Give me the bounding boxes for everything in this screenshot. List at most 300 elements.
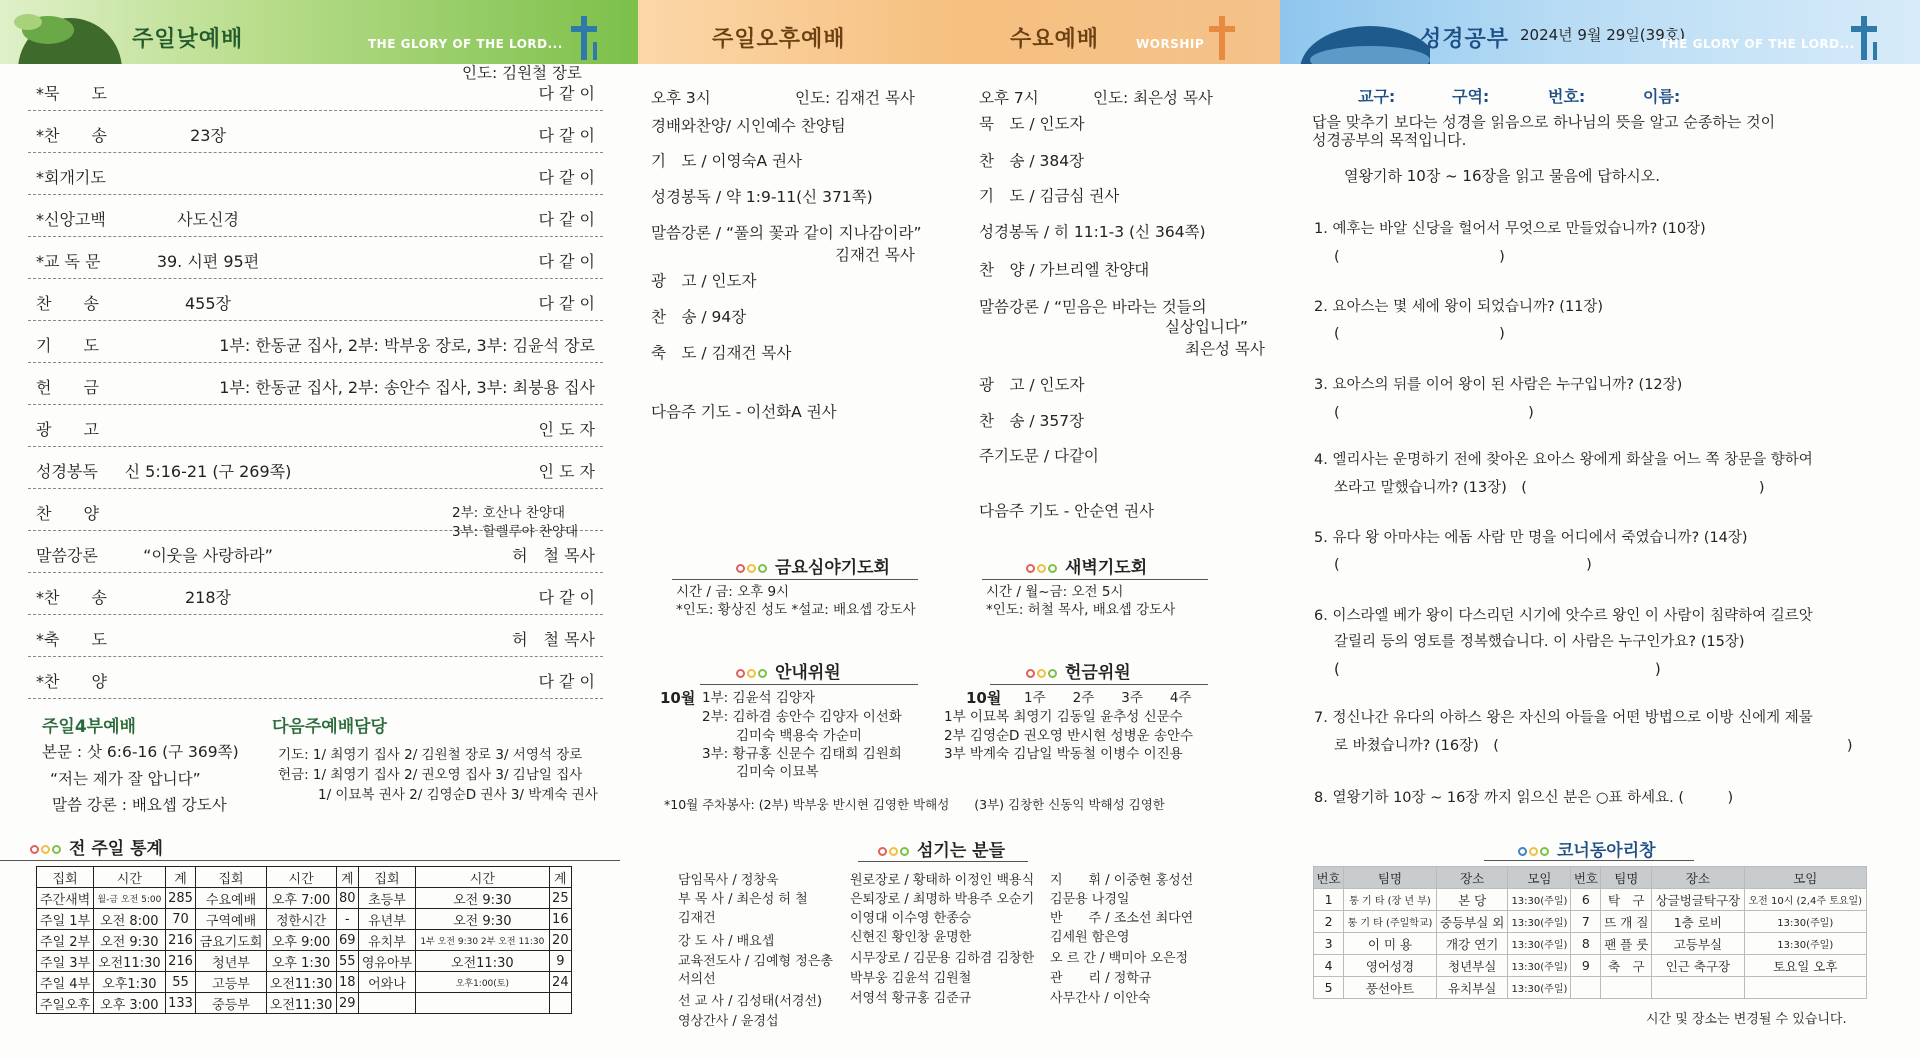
afternoon-line: 말씀강론 / “풀의 꽃과 같이 지나감이라”	[651, 224, 922, 242]
corner-cell: 인근 축구장	[1652, 955, 1744, 977]
stats-header-cell: 시간	[266, 867, 336, 888]
bible-field-label: 번호:	[1548, 87, 1586, 106]
header-bible	[1280, 0, 1920, 64]
servants-rule	[858, 861, 1028, 862]
order-row	[28, 323, 603, 363]
order-label: *축 도	[36, 630, 107, 649]
wednesday-line: 묵 도 / 인도자	[979, 115, 1085, 133]
corner-cell: 유치부실	[1436, 977, 1508, 999]
afternoon-line: 성경봉독 / 약 1:9-11(신 371쪽)	[651, 188, 873, 206]
offering-line-2: 2부 김영순D 권오영 반시현 성병운 송안수	[944, 728, 1194, 744]
corner-rule	[1484, 860, 1694, 861]
order-row	[28, 155, 603, 195]
servant-line: 김재건	[678, 911, 716, 926]
stats-cell: 고등부	[196, 972, 266, 993]
corner-cell: 13:30(주일)	[1508, 977, 1571, 999]
corner-cell: 9	[1571, 955, 1601, 977]
servant-line: 선 교 사 / 김성태(서경선)	[678, 994, 823, 1009]
wednesday-line: 찬 양 / 가브리엘 찬양대	[979, 261, 1150, 279]
servant-line: 관 리 / 정학규	[1050, 971, 1152, 986]
corner-cell: 축 구	[1601, 955, 1652, 977]
corner-row	[1314, 889, 1867, 911]
order-right: 다 같 이	[538, 210, 595, 229]
dawn-rule	[982, 579, 1208, 580]
corner-cell: 1	[1314, 889, 1344, 911]
corner-note: 시간 및 장소는 변경될 수 있습니다.	[1646, 1012, 1847, 1027]
corner-row	[1314, 911, 1867, 933]
corner-cell: 2	[1314, 911, 1344, 933]
dots-icon	[1518, 841, 1551, 861]
corner-cell: 통 기 타 (장 년 부)	[1344, 889, 1437, 911]
stats-cell: 구역예배	[196, 909, 266, 930]
stats-cell: 29	[336, 993, 358, 1014]
stats-cell: 1부 오전 9:30 2부 오전 11:30	[416, 930, 550, 951]
servant-line: 담임목사 / 정창욱	[678, 873, 779, 888]
offering-line-3: 3부 박계숙 김남일 박동철 이병수 이진용	[944, 746, 1183, 762]
stats-rule	[0, 860, 620, 861]
bible-field-label: 교구:	[1358, 87, 1396, 106]
friday-title	[736, 553, 890, 578]
order-row	[28, 197, 603, 237]
stats-cell: 수요예배	[196, 888, 266, 909]
order-middle: 신 5:16-21 (구 269쪽)	[124, 462, 292, 481]
bible-question: 8. 열왕기하 10장 ~ 16장 까지 읽으신 분은 ○표 하세요. ( )	[1314, 790, 1734, 806]
stats-cell: 69	[336, 930, 358, 951]
wednesday-line: 기 도 / 김금심 권사	[979, 187, 1120, 205]
order-middle: 455장	[185, 294, 231, 313]
stats-cell: 청년부	[196, 951, 266, 972]
corner-cell: 통 기 타 (주일학교)	[1344, 911, 1437, 933]
corner-header-cell: 팀명	[1601, 867, 1652, 889]
corner-cell: 상글벙글탁구장	[1652, 889, 1744, 911]
stats-cell: 216	[165, 930, 196, 951]
stats-cell: 금요기도회	[196, 930, 266, 951]
stats-cell	[358, 993, 415, 1014]
fourth-title: 주일4부예배	[42, 717, 136, 737]
stats-header-cell: 계	[336, 867, 358, 888]
order-right: 허 철 목사	[512, 630, 595, 649]
corner-title	[1518, 836, 1656, 861]
stats-header-cell: 시간	[416, 867, 550, 888]
next-prayer: 기도: 1/ 최영기 집사 2/ 김원철 장로 3/ 서영석 장로	[278, 747, 583, 763]
wednesday-title: 수요예배	[1010, 27, 1100, 52]
afternoon-next: 다음주 기도 - 이선화A 권사	[651, 403, 837, 421]
stats-row	[37, 972, 572, 993]
cross-icon	[565, 14, 605, 64]
wednesday-line: 주기도문 / 다같이	[979, 447, 1099, 465]
fourth-text: 본문 : 삿 6:6-16 (구 369쪽)	[42, 743, 239, 761]
cross-icon	[1203, 14, 1243, 64]
dawn-title	[1026, 553, 1147, 578]
wednesday-line: 말씀강론 / “믿음은 바라는 것들의	[979, 298, 1207, 316]
order-row	[28, 617, 603, 657]
order-right: 다 같 이	[538, 168, 595, 187]
wednesday-time: 오후 7시	[979, 89, 1039, 107]
next-offering: 헌금: 1/ 최영기 집사 2/ 권오영 집사 3/ 김남일 집사	[278, 767, 583, 783]
corner-title-text: 코너동아리창	[1557, 841, 1656, 861]
corner-cell: 5	[1314, 977, 1344, 999]
order-middle: 사도신경	[177, 210, 239, 229]
afternoon-title: 주일오후예배	[712, 27, 846, 52]
bible-field-label: 이름:	[1643, 87, 1681, 106]
wednesday-line: 최은성 목사	[1185, 340, 1265, 358]
stats-header-cell: 시간	[94, 867, 165, 888]
servant-line: 지 휘 / 이중현 홍성선	[1050, 873, 1194, 888]
stats-header-cell: 계	[549, 867, 571, 888]
corner-cell: 본 당	[1436, 889, 1508, 911]
order-right: 허 철 목사	[512, 546, 595, 565]
stats-cell: 영유아부	[358, 951, 415, 972]
stats-cell: 20	[549, 930, 571, 951]
servants-title	[878, 836, 1005, 861]
servant-line: 이영대 이수영 한종승	[850, 911, 972, 926]
corner-row	[1314, 977, 1867, 999]
guide-line-2: 2부: 김하겸 송안수 김양자 이선화	[702, 709, 902, 725]
wednesday-en: WORSHIP	[1136, 37, 1205, 51]
bible-intro-2: 성경공부의 목적입니다.	[1312, 131, 1467, 149]
order-middle: “이웃을 사랑하라”	[143, 546, 273, 565]
stats-cell: 주일 3부	[37, 951, 94, 972]
cross-icon	[1845, 14, 1885, 64]
stats-cell: 오후1:30	[94, 972, 165, 993]
order-middle: 218장	[185, 588, 231, 607]
leaf-globe-image	[0, 0, 140, 64]
header-sunday	[0, 0, 638, 64]
stats-cell: 주간새벽	[37, 888, 94, 909]
servant-line: 김문용 나경일	[1050, 892, 1130, 907]
corner-cell: 고등부실	[1652, 933, 1744, 955]
guide-line-4: 3부: 황규홍 신문수 김태희 김원희	[702, 746, 902, 762]
dots-icon	[30, 839, 63, 859]
stats-header-cell: 계	[165, 867, 196, 888]
stats-row	[37, 993, 572, 1014]
dots-icon	[736, 663, 769, 683]
bible-question: 2. 요아스는 몇 세에 왕이 되었습니까? (11장)	[1314, 299, 1604, 315]
corner-cell: 8	[1571, 933, 1601, 955]
stats-row	[37, 909, 572, 930]
stats-cell: 오후 7:00	[266, 888, 336, 909]
order-label: *회개기도	[36, 168, 106, 187]
stats-header-cell: 집회	[358, 867, 415, 888]
servant-line: 박부웅 김윤석 김원철	[850, 971, 972, 986]
stats-cell: 216	[165, 951, 196, 972]
bible-en: THE GLORY OF THE LORD...	[1660, 37, 1855, 51]
bible-question: 4. 엘리사는 운명하기 전에 찾아온 요아스 왕에게 화살을 어느 쪽 창문을 향하여	[1314, 452, 1813, 468]
stats-cell: -	[336, 909, 358, 930]
afternoon-leader: 인도: 김재건 목사	[795, 89, 915, 107]
bible-instruction: 열왕기하 10장 ~ 16장을 읽고 물음에 답하시오.	[1344, 167, 1660, 185]
guide-rule	[700, 684, 918, 685]
offering-month: 10월	[966, 689, 1002, 707]
stats-cell	[416, 993, 550, 1014]
order-right: 다 같 이	[538, 252, 595, 271]
order-label: *신앙고백	[36, 210, 106, 229]
order-row	[28, 281, 603, 321]
stats-row	[37, 951, 572, 972]
corner-row	[1314, 933, 1867, 955]
stats-cell: 133	[165, 993, 196, 1014]
stats-cell: 오전11:30	[266, 993, 336, 1014]
order-right: 1부: 한동균 집사, 2부: 박부웅 장로, 3부: 김윤석 장로	[219, 336, 595, 355]
order-row	[28, 113, 603, 153]
stats-cell: 어와나	[358, 972, 415, 993]
stats-title	[30, 834, 163, 859]
afternoon-line: 김재건 목사	[835, 246, 915, 264]
dawn-title-text: 새벽기도회	[1065, 558, 1148, 578]
next-title: 다음주예배담당	[272, 717, 387, 737]
servant-line: 시무장로 / 김문용 김하겸 김창한	[850, 951, 1035, 966]
corner-cell: 13:30(주일)	[1744, 911, 1866, 933]
corner-cell: 13:30(주일)	[1744, 933, 1866, 955]
corner-cell: 13:30(주일)	[1508, 889, 1571, 911]
corner-header-cell: 팀명	[1344, 867, 1437, 889]
wednesday-line: 광 고 / 인도자	[979, 376, 1085, 394]
order-right: 다 같 이	[538, 84, 595, 103]
q6-blank: ( )	[1334, 660, 1661, 678]
order-label: *찬 송	[36, 588, 107, 607]
corner-row	[1314, 955, 1867, 977]
order-right: 1부: 한동균 집사, 2부: 송안수 집사, 3부: 최붕용 집사	[219, 378, 595, 397]
stats-row	[37, 888, 572, 909]
order-row	[28, 239, 603, 279]
wednesday-line: 성경봉독 / 히 11:1-3 (신 364쪽)	[979, 223, 1206, 241]
stats-cell: 16	[549, 909, 571, 930]
order-row	[28, 71, 603, 111]
order-label: 찬 양	[36, 504, 99, 523]
servant-line: 반 주 / 조소선 최다연	[1050, 911, 1194, 926]
order-label: 찬 송	[36, 294, 99, 313]
corner-header-row	[1314, 867, 1867, 889]
bible-question: 6. 이스라엘 베가 왕이 다스리던 시기에 앗수르 왕인 이 사람이 침략하여 길르앗	[1314, 608, 1813, 624]
corner-cell: 중등부실 외	[1436, 911, 1508, 933]
sunday-en: THE GLORY OF THE LORD...	[368, 37, 563, 51]
stats-cell: 55	[165, 972, 196, 993]
bible-question: 5. 유다 왕 아마샤는 에돔 사람 만 명을 어디에서 죽였습니까? (14장)	[1314, 530, 1748, 546]
stats-cell: 주일 4부	[37, 972, 94, 993]
corner-cell: 13:30(주일)	[1508, 955, 1571, 977]
stats-cell: 70	[165, 909, 196, 930]
order-row	[28, 407, 603, 447]
servant-line: 김세원 함은영	[1050, 930, 1130, 945]
stats-table	[36, 866, 572, 1014]
dots-icon	[1026, 663, 1059, 683]
bible-intro-1: 답을 맞추기 보다는 성경을 읽음으로 하나님의 뜻을 알고 순종하는 것이	[1312, 113, 1776, 131]
bible-answer[interactable]: 갈릴리 등의 영토를 정복했습니다. 이 사람은 누구인가요? (15장)	[1334, 634, 1745, 650]
order-label: *찬 송	[36, 126, 107, 145]
dots-icon	[1026, 558, 1059, 578]
servant-line: 강 도 사 / 배요셉	[678, 934, 775, 949]
order-label: *찬 양	[36, 672, 107, 691]
offering-cols: 1주 2주 3주 4주	[1024, 690, 1192, 706]
corner-header-cell: 장소	[1436, 867, 1508, 889]
servant-line: 부 목 사 / 최은성 허 철	[678, 892, 808, 907]
corner-cell	[1652, 977, 1744, 999]
dawn-time: 시간 / 월~금: 오전 5시	[986, 584, 1124, 600]
order-middle: 23장	[190, 126, 226, 145]
stats-title-text: 전 주일 통계	[69, 839, 163, 859]
order-middle: 39. 시편 95편	[156, 252, 260, 271]
stats-cell: 25	[549, 888, 571, 909]
fourth-preacher: 말씀 강론 : 배요셉 강도사	[52, 796, 227, 814]
order-right: 다 같 이	[538, 294, 595, 313]
bible-answer[interactable]: 쏘라고 말했습니까? (13장) ( )	[1334, 480, 1765, 496]
sunday-leader: 인도: 김원철 장로	[462, 64, 582, 82]
stats-header-row	[37, 867, 572, 888]
bible-field-label: 구역:	[1452, 87, 1490, 106]
corner-cell: 13:30(주일)	[1508, 911, 1571, 933]
corner-cell	[1744, 977, 1866, 999]
corner-header-cell: 모임	[1744, 867, 1866, 889]
fourth-quote: “저는 제가 잘 압니다”	[50, 770, 201, 788]
order-right: 인 도 자	[538, 462, 595, 481]
corner-cell	[1601, 977, 1652, 999]
order-right: 다 같 이	[538, 126, 595, 145]
wednesday-line: 찬 송 / 357장	[979, 412, 1085, 430]
order-label: *묵 도	[36, 84, 107, 103]
afternoon-line: 경배와찬양/ 시인예수 찬양팀	[651, 117, 846, 135]
stats-cell: 80	[336, 888, 358, 909]
corner-table	[1313, 866, 1867, 999]
order-row	[28, 365, 603, 405]
stats-cell: 오후1:00(토)	[416, 972, 550, 993]
order-row	[28, 659, 603, 699]
corner-cell: 13:30(주일)	[1508, 933, 1571, 955]
wednesday-line: 찬 송 / 384장	[979, 152, 1085, 170]
bible-title: 성경공부	[1420, 27, 1510, 52]
servant-line: 교육전도사 / 김예형 정은총	[678, 954, 833, 969]
order-label: 기 도	[36, 336, 99, 355]
afternoon-line: 찬 송 / 94장	[651, 308, 747, 326]
corner-cell: 1층 로비	[1652, 911, 1744, 933]
servant-line: 사무간사 / 이안숙	[1050, 991, 1151, 1006]
stats-cell: 9	[549, 951, 571, 972]
stats-cell: 오전11:30	[94, 951, 165, 972]
servant-line: 신현진 황인창 윤명한	[850, 930, 972, 945]
dots-icon	[736, 558, 769, 578]
stats-cell: 24	[549, 972, 571, 993]
order-label: 헌 금	[36, 378, 99, 397]
order-right: 다 같 이	[538, 672, 595, 691]
offering-title	[1026, 658, 1131, 683]
choir-3: 3부: 할렐루야 찬양대	[452, 524, 579, 540]
stats-cell: 오후 1:30	[266, 951, 336, 972]
stats-cell: 주일 1부	[37, 909, 94, 930]
order-label: *교 독 문	[36, 252, 101, 271]
stats-header-cell: 집회	[196, 867, 266, 888]
guide-title	[736, 658, 841, 683]
bible-question: 7. 정신나간 유다의 아하스 왕은 자신의 아들을 어떤 방법으로 이방 신에게 제물	[1314, 710, 1813, 726]
corner-cell: 6	[1571, 889, 1601, 911]
corner-cell: 4	[1314, 955, 1344, 977]
offering-line-1: 1부 이묘복 최영기 김동일 윤추성 신문수	[944, 709, 1183, 725]
corner-header-cell: 번호	[1314, 867, 1344, 889]
guide-line-5: 김미숙 이묘복	[736, 764, 819, 780]
bible-question: 3. 요아스의 뒤를 이어 왕이 된 사람은 누구입니까? (12장)	[1314, 377, 1683, 393]
wednesday-leader: 인도: 최은성 목사	[1093, 89, 1213, 107]
sea-image	[1280, 0, 1430, 64]
stats-cell: 오후 3:00	[94, 993, 165, 1014]
guide-line-1: 1부: 김윤석 김양자	[702, 690, 816, 706]
stats-cell: 오전 9:30	[94, 930, 165, 951]
bible-question: 1. 예후는 바알 신당을 헐어서 무엇으로 만들었습니까? (10장)	[1314, 221, 1706, 237]
next-offering-2: 1/ 이묘복 권사 2/ 김영순D 권사 3/ 박계숙 권사	[318, 787, 598, 803]
servant-line: 서영석 황규홍 김준규	[850, 991, 972, 1006]
parking-note: *10월 주차봉사: (2부) 박부웅 반시현 김영한 박해성 (3부) 김창한 신동익 박해성 김영한	[664, 797, 1165, 812]
servants-title-text: 섬기는 분들	[917, 841, 1006, 861]
friday-leader: *인도: 황상진 성도 *설교: 배요셉 강도사	[676, 602, 916, 618]
stats-cell: 285	[165, 888, 196, 909]
order-label: 광 고	[36, 420, 99, 439]
stats-cell: 오전 8:00	[94, 909, 165, 930]
servant-line: 서의선	[678, 972, 716, 987]
friday-rule	[672, 579, 918, 580]
afternoon-line: 기 도 / 이영숙A 권사	[651, 152, 802, 170]
order-right: 다 같 이	[538, 588, 595, 607]
corner-cell: 팬 플 룻	[1601, 933, 1652, 955]
stats-cell: 월-금 오전 5:00	[94, 888, 165, 909]
bible-answer[interactable]: ( )	[1334, 249, 1505, 265]
friday-title-text: 금요심야기도회	[775, 558, 890, 578]
corner-cell: 청년부실	[1436, 955, 1508, 977]
servant-line: 원로장로 / 황태하 이정인 백용식	[850, 873, 1035, 888]
corner-cell: 영어성경	[1344, 955, 1437, 977]
friday-time: 시간 / 금: 오후 9시	[676, 584, 790, 600]
guide-title-text: 안내위원	[775, 663, 841, 683]
choir-2: 2부: 호산나 찬양대	[452, 505, 566, 521]
header-afternoon	[638, 0, 1280, 64]
bible-date: 2024년 9월 29일(39호)	[1520, 26, 1686, 44]
offering-rule	[990, 684, 1208, 685]
corner-cell	[1571, 977, 1601, 999]
servant-line: 은퇴장로 / 최명하 박용주 오순기	[850, 892, 1035, 907]
stats-cell: 오전11:30	[416, 951, 550, 972]
order-label: 성경봉독	[36, 462, 98, 481]
corner-cell: 풍선아트	[1344, 977, 1437, 999]
sunday-title: 주일낮예배	[132, 27, 244, 52]
corner-cell: 탁 구	[1601, 889, 1652, 911]
corner-cell: 토요일 오후	[1744, 955, 1866, 977]
stats-cell: 55	[336, 951, 358, 972]
offering-title-text: 헌금위원	[1065, 663, 1131, 683]
stats-row	[37, 930, 572, 951]
stats-cell: 주일오후	[37, 993, 94, 1014]
afternoon-line: 광 고 / 인도자	[651, 272, 757, 290]
bible-answer[interactable]: ( )	[1334, 326, 1505, 342]
corner-header-cell: 장소	[1652, 867, 1744, 889]
stats-cell: 오전 9:30	[416, 909, 550, 930]
afternoon-time: 오후 3시	[651, 89, 711, 107]
stats-cell: 오전11:30	[266, 972, 336, 993]
dots-icon	[878, 841, 911, 861]
corner-cell: 7	[1571, 911, 1601, 933]
corner-cell: 뜨 개 질	[1601, 911, 1652, 933]
guide-line-3: 김미숙 백용숙 가순미	[736, 728, 862, 744]
dawn-leader: *인도: 허철 목사, 배요셉 강도사	[986, 602, 1176, 618]
corner-cell: 이 미 용	[1344, 933, 1437, 955]
corner-cell: 3	[1314, 933, 1344, 955]
bible-answer[interactable]: ( )	[1334, 405, 1534, 421]
stats-cell: 초등부	[358, 888, 415, 909]
stats-cell: 주일 2부	[37, 930, 94, 951]
wednesday-next: 다음주 기도 - 안순연 권사	[979, 502, 1155, 520]
bible-answer[interactable]: 로 바쳤습니까? (16장) ( )	[1334, 738, 1853, 754]
corner-cell: 개강 연기	[1436, 933, 1508, 955]
bible-answer[interactable]: ( )	[1334, 557, 1592, 573]
stats-header-cell: 집회	[37, 867, 94, 888]
servant-line: 영상간사 / 윤경섭	[678, 1014, 779, 1029]
corner-cell: 오전 10시 (2,4주 토요일)	[1744, 889, 1866, 911]
order-right: 인 도 자	[538, 420, 595, 439]
